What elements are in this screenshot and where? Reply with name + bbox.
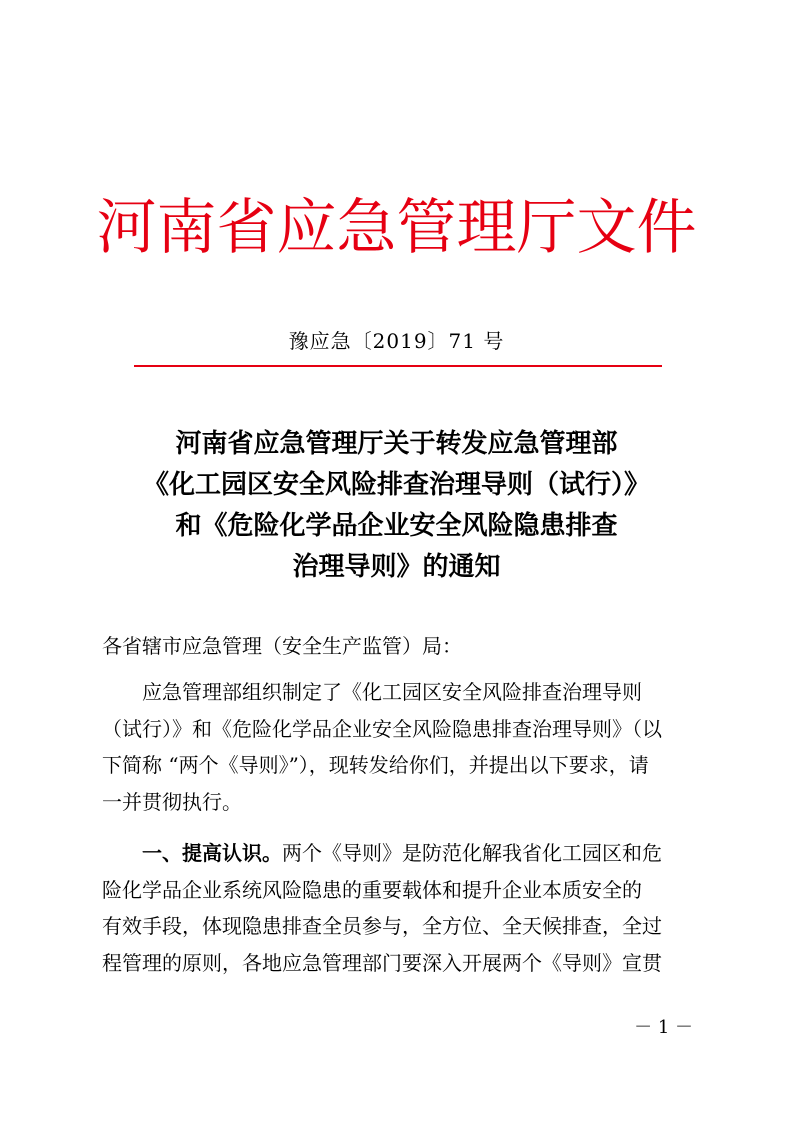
recipient-line: 各省辖市应急管理（安全生产监管）局： [102, 634, 462, 658]
notice-title-line-4: 治理导则》的通知 [292, 552, 501, 582]
paragraph-2-line: 有效手段，体现隐患排查全员参与，全方位、全天候排查，全过 [102, 914, 662, 938]
page-number: － 1 － [634, 1017, 693, 1038]
paragraph-1-line: 一并贯彻执行。 [102, 789, 242, 814]
document-header-title: 河南省应急管理厅文件 [96, 193, 697, 263]
notice-title [90, 424, 703, 588]
paragraph-1 [102, 674, 692, 820]
paragraph-2 [102, 835, 692, 981]
document-number: 豫应急〔2019〕71 号 [288, 329, 505, 353]
paragraph-2-line: 险化学品企业系统风险隐患的重要载体和提升企业本质安全的 [102, 877, 642, 902]
section-heading: 一、提高认识。 [102, 841, 282, 865]
paragraph-2-line: 程管理的原则，各地应急管理部门要深入开展两个《导则》宣贯 [102, 950, 662, 975]
notice-title-line-2: 《化工园区安全风险排查治理导则（试行）》 [142, 470, 650, 500]
paragraph-1-line: （试行）》和《危险化学品企业安全风险隐患排查治理导则》（以 [102, 716, 662, 741]
paragraph-1-line: 下简称 “两个《导则》”），现转发给你们，并提出以下要求，请 [102, 753, 649, 777]
paragraph-1-line: 应急管理部组织制定了《化工园区安全风险排查治理导则 [102, 680, 642, 704]
paragraph-2-first-text: 两个《导则》是防范化解我省化工园区和危 [282, 841, 662, 865]
header-divider-line [134, 365, 662, 367]
paragraph-2-first-line [102, 835, 692, 872]
notice-title-line-1: 河南省应急管理厅关于转发应急管理部 [175, 429, 618, 459]
notice-title-line-3: 和《危险化学品企业安全风险隐患排查 [175, 511, 618, 541]
